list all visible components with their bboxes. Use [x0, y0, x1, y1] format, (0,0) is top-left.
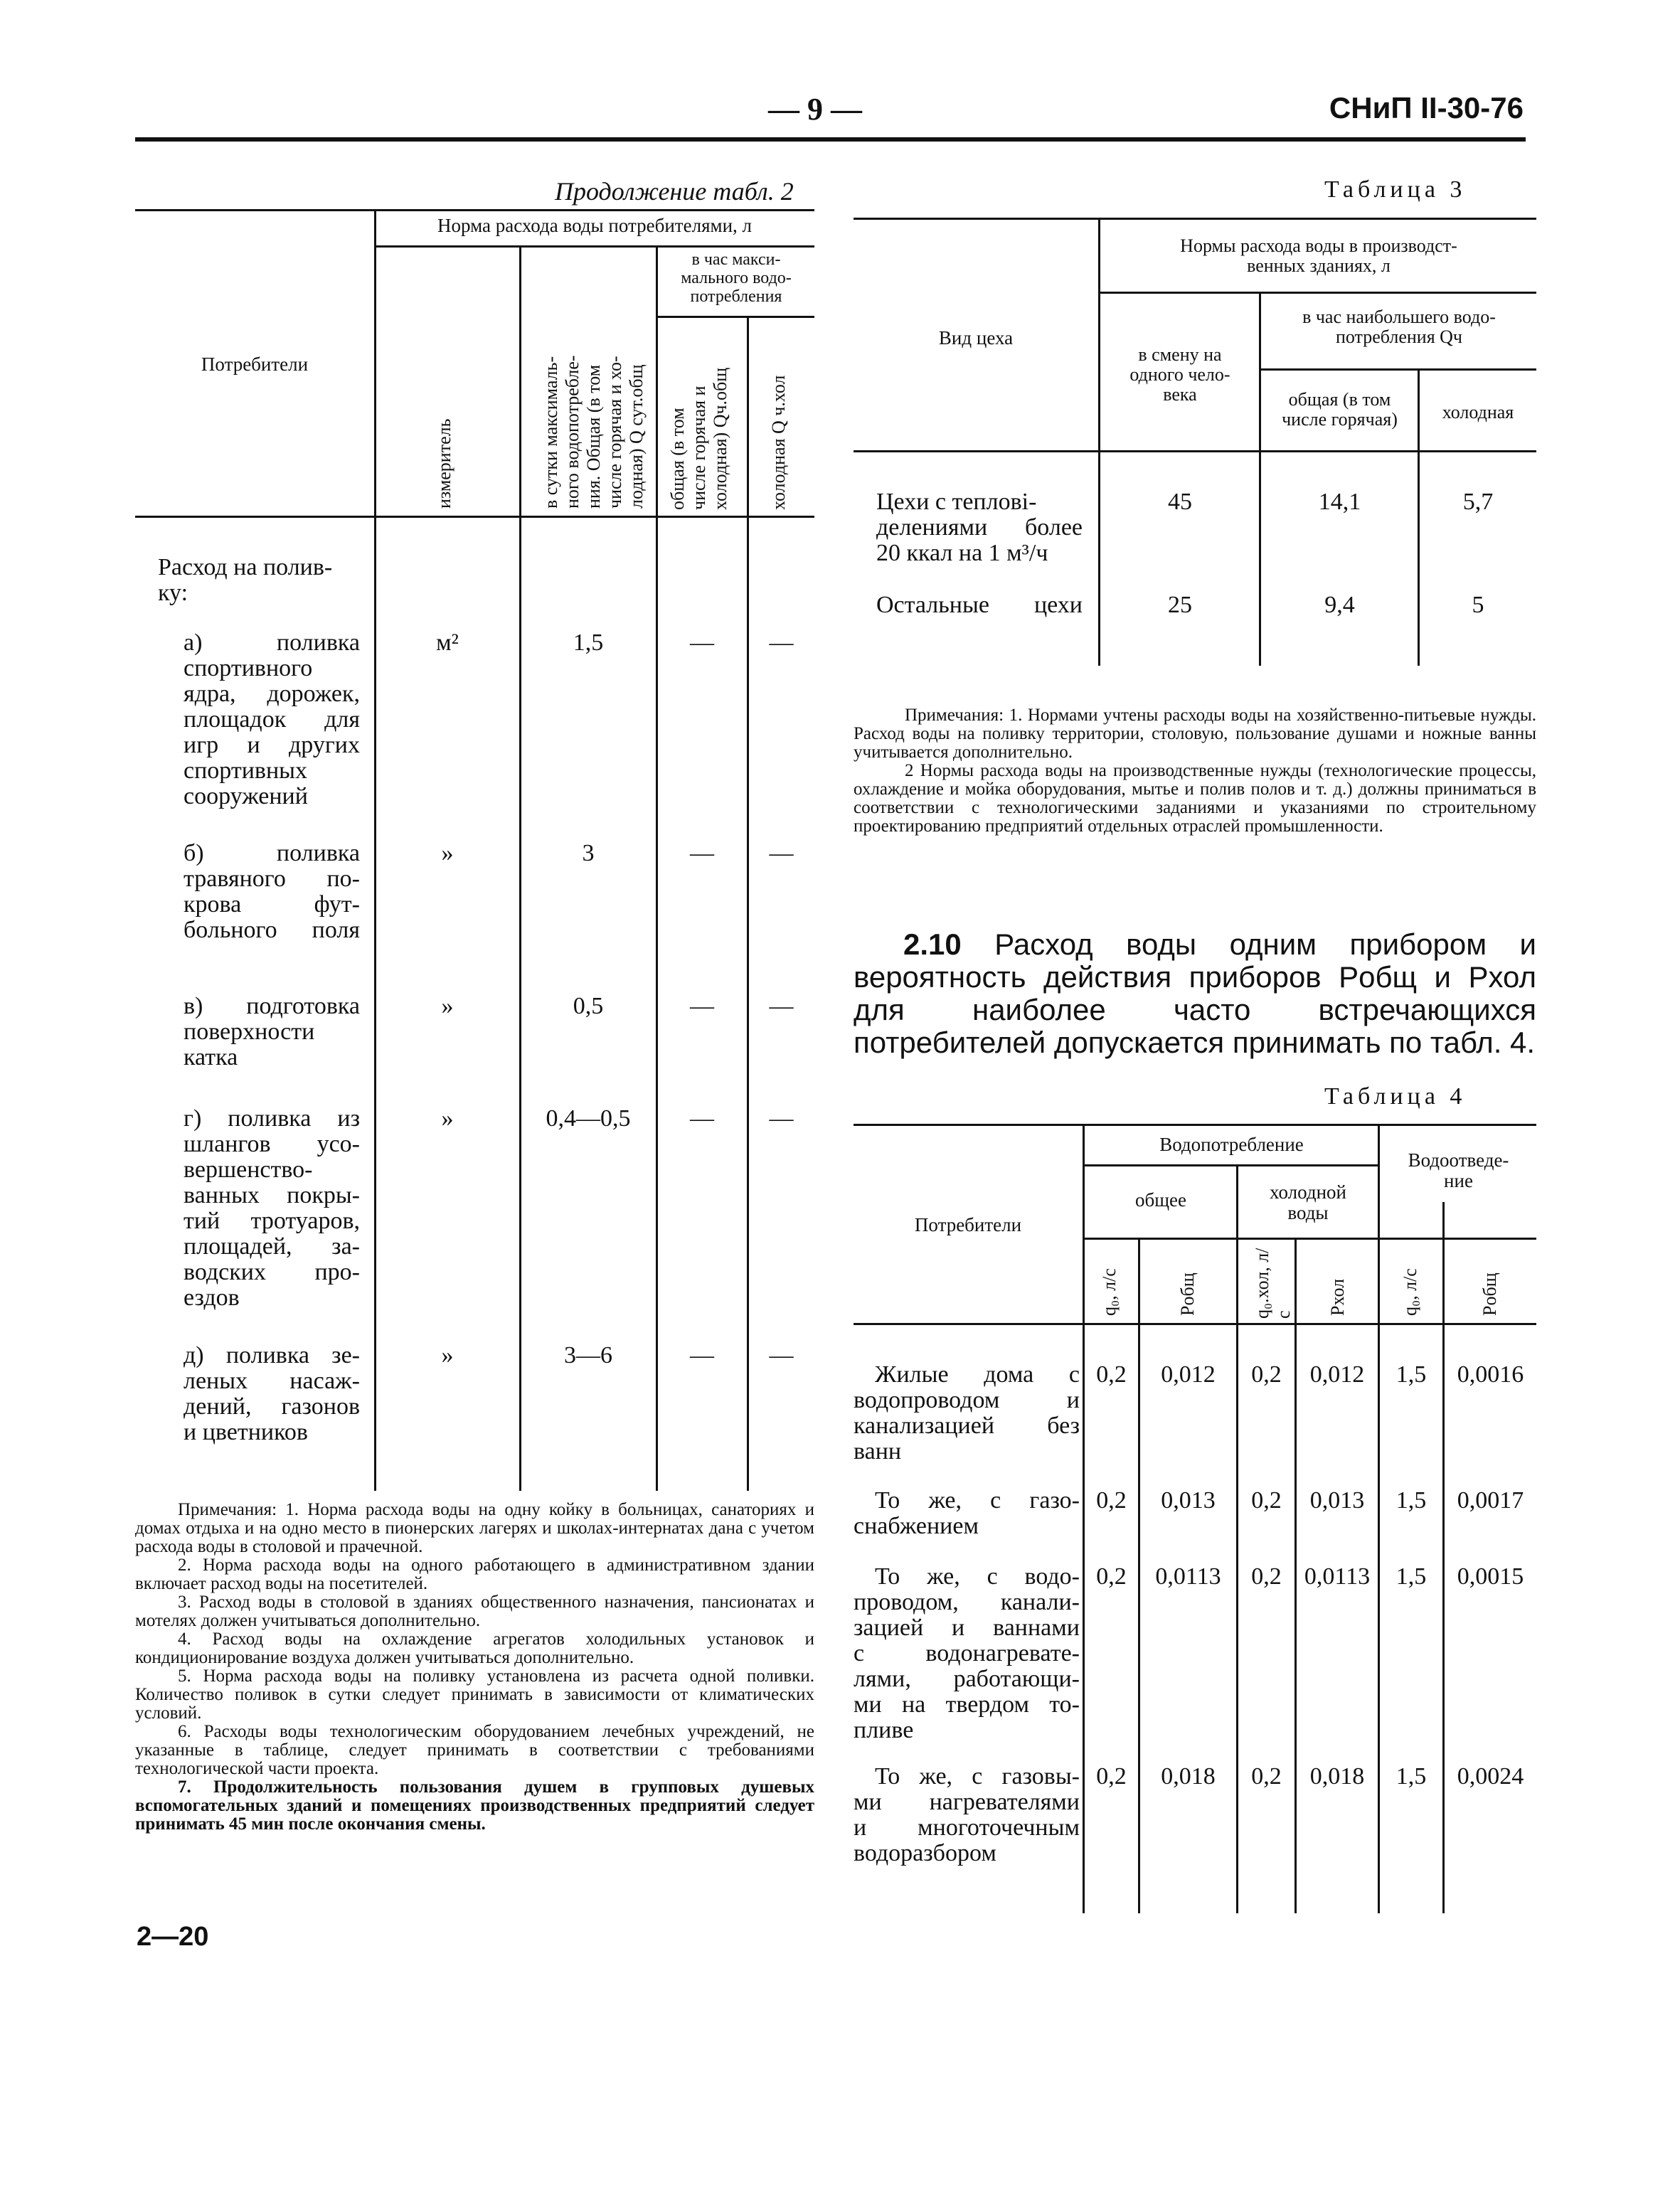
table2-row-a-day: 1,5	[573, 629, 604, 656]
table4-row-2-name: То же, с газо- снабжением	[854, 1487, 1080, 1539]
table4-row-1-name: Жилые дома с водопроводом и канализацией без ванн	[854, 1361, 1080, 1464]
clause-text: Расход воды одним прибором и вероятность действия приборов Pобщ и Pхол для наиболее часто встречающихся потребителей допускается принимать по табл. 4.	[854, 927, 1536, 1059]
table4-row-3-q0-drain: 1,5	[1395, 1563, 1427, 1590]
table4-row-3-p-total: 0,0113	[1155, 1563, 1221, 1590]
table4-row-1-p-cold: 0,012	[1309, 1361, 1365, 1388]
table4-row-2-p-total: 0,013	[1161, 1487, 1216, 1514]
table2-row-b-hour-cold: —	[769, 840, 794, 866]
table3-col-group: Нормы расхода воды в производст- венных зданиях, л	[1180, 235, 1457, 276]
table2-row-c-name: в) подготовка поверхности катка	[184, 993, 360, 1070]
clause-2-10	[854, 928, 1536, 1059]
table3-note-2: 2 Нормы расхода воды на производственные нужды (технологические процессы, охлаждение и мойка оборудования, мытье и полив полов и т. д.) должны приниматься в соответствии с технологическими заданиями и указаниями по строительному проектированию предприятий отдельных отраслей промышленности.	[854, 761, 1536, 836]
table3-row-2-total: 9,4	[1324, 592, 1355, 618]
table3-col-hour-group: в час наибольшего водо- потребления Qч	[1302, 307, 1496, 347]
table2-row-d-unit: »	[441, 1105, 454, 1132]
table4-row-2-p-cold: 0,013	[1309, 1487, 1365, 1514]
table4-caption: Таблица 4	[1324, 1083, 1467, 1110]
clause-number: 2.10	[903, 927, 962, 961]
table2-col-meter: измеритель	[434, 418, 454, 509]
table4-row-3-q0: 0,2	[1096, 1563, 1127, 1590]
table3-row-1-shift: 45	[1168, 489, 1192, 515]
table3-col-total: общая (в том числе горячая)	[1282, 389, 1398, 430]
table2-col-hour-cold: холодная Q ч.хол	[768, 375, 789, 510]
table3-notes	[854, 706, 1536, 836]
table2-row-b-unit: »	[441, 840, 454, 866]
table2-row-d-hour-total: —	[690, 1105, 714, 1132]
table2-col-group: Норма расхода воды потребителями, л	[437, 215, 752, 236]
table2-note-4: 4. Расход воды на охлаждение агрегатов холодильных установок и кондиционирование воздуха должен учитываться дополнительно.	[135, 1630, 814, 1667]
table4-row-4-p-total: 0,018	[1161, 1763, 1216, 1790]
table2-row-e-name: д) поливка зе- леных насаж- дений, газонов и цветников	[184, 1342, 360, 1445]
table4-row-2-q0-cold: 0,2	[1251, 1487, 1282, 1514]
table4-sub-q0-cold: q₀.хол, л/с	[1252, 1248, 1294, 1319]
table4-row-4-name: То же, с газовы- ми нагревателями и многоточечным водоразбором	[854, 1763, 1080, 1866]
table4-row-1-q0: 0,2	[1096, 1361, 1127, 1388]
table4-row-3-q0-cold: 0,2	[1251, 1563, 1282, 1590]
table4-row-1-p-total: 0,012	[1161, 1361, 1216, 1388]
table2-notes	[135, 1501, 814, 1834]
table4-row-1-p-drain: 0,0016	[1457, 1361, 1524, 1388]
table4-sub-p-drain: Pобщ	[1479, 1272, 1500, 1316]
table4-sub-q0-drain: q₀, л/с	[1400, 1268, 1420, 1316]
table2-section-label: Расход на полив- ку:	[158, 554, 333, 606]
table2-row-c-hour-cold: —	[769, 993, 794, 1019]
table4-row-4-p-drain: 0,0024	[1457, 1763, 1524, 1790]
table4-row-3-p-cold: 0,0113	[1304, 1563, 1371, 1590]
table4-col-drain: Водоотведе- ние	[1408, 1149, 1509, 1191]
table3-row-2-shift: 25	[1168, 592, 1192, 618]
table2-caption: Продолжение табл. 2	[555, 177, 794, 206]
table3-col-shop: Вид цеха	[938, 327, 1014, 349]
table2-col-day: в сутки максималь- ного водопотребле- ния. Общая (в том числе горячая и хо- лодная) Q сут.общ	[541, 355, 647, 509]
table4-row-3-p-drain: 0,0015	[1457, 1563, 1524, 1590]
header-rule	[135, 137, 1526, 142]
table2-row-e-hour-cold: —	[769, 1342, 794, 1368]
table4-row-4-q0-drain: 1,5	[1395, 1763, 1427, 1790]
table4-row-1-q0-drain: 1,5	[1395, 1361, 1427, 1388]
table3-note-1: Примечания: 1. Нормами учтены расходы воды на хозяйственно-питьевые нужды. Расход воды на поливку территории, столовую, пользование душами и ножные ванны учитывается дополнительно.	[854, 706, 1536, 762]
table2-note-2: 2. Норма расхода воды на одного работающего в административном здании включает расход воды на посетителей.	[135, 1556, 814, 1593]
table4-row-4-q0-cold: 0,2	[1251, 1763, 1282, 1790]
table2-row-e-hour-total: —	[690, 1342, 714, 1368]
table2-row-a-hour-total: —	[690, 629, 714, 656]
table4-sub-q0: q₀, л/с	[1099, 1268, 1120, 1316]
table3-row-2-name: Остальные цехи	[876, 592, 1083, 618]
table4-row-2-p-drain: 0,0017	[1457, 1487, 1524, 1514]
table2-note-3: 3. Расход воды в столовой в зданиях общественного назначения, пансионатах и мотелях должен учитываться дополнительно.	[135, 1593, 814, 1630]
table3-col-shift: в смену на одного чело- века	[1129, 344, 1230, 405]
table2-row-e-unit: »	[441, 1342, 454, 1368]
table3-row-1-total: 14,1	[1318, 489, 1361, 515]
table4-row-2-q0-drain: 1,5	[1395, 1487, 1427, 1514]
table2-row-b-day: 3	[582, 840, 595, 866]
table2-row-a-hour-cold: —	[769, 629, 794, 656]
table2-row-d-name: г) поливка из шлангов усо- вершенство- ванных покры- тий тротуаров, площадей, за- водских про- ездов	[184, 1105, 360, 1311]
table2-row-d-hour-cold: —	[769, 1105, 794, 1132]
table2-row-a-unit: м²	[436, 629, 459, 656]
table2-row-c-day: 0,5	[573, 993, 604, 1019]
page-number: — 9 —	[768, 92, 862, 127]
table3-row-1-cold: 5,7	[1462, 489, 1494, 515]
table3-row-2-cold: 5	[1472, 592, 1484, 618]
table2-row-c-unit: »	[441, 993, 454, 1019]
table2-note-5: 5. Норма расхода воды на поливку установлена из расчета одной поливки. Количество поливок в сутки следует принимать в зависимости от климатических условий.	[135, 1666, 814, 1723]
document-code: СНиП II-30-76	[1329, 91, 1524, 124]
table2-row-b-hour-total: —	[690, 840, 714, 866]
table3-col-cold: холодная	[1442, 402, 1514, 422]
table2-note-6: 6. Расходы воды технологическим оборудованием лечебных учреждений, не указанные в таблице, следует принимать в соответствии с требованиями технологической части проекта.	[135, 1722, 814, 1778]
table4-sub-p-cold: Pхол	[1327, 1278, 1348, 1316]
table3-caption: Таблица 3	[1324, 176, 1467, 203]
table4-row-3-name: То же, с водо- проводом, канали- зацией и ваннами с водонагревате- лями, работающи- ми на твердом то- пливе	[854, 1563, 1080, 1743]
table2-note-1: Примечания: 1. Норма расхода воды на одну койку в больницах, санаториях и домах отдыха и на одно место в пионерских лагерях и школах-интернатах дана с учетом расхода воды в столовой и прачечной.	[135, 1500, 814, 1556]
table2-row-c-hour-total: —	[690, 993, 714, 1019]
table4-col-supply: Водопотребление	[1159, 1134, 1304, 1155]
table2-row-a-name: а) поливка спортивного ядра, дорожек, площадок для игр и других спортивных сооружений	[184, 629, 360, 809]
table4-row-4-q0: 0,2	[1096, 1763, 1127, 1790]
table2-col-hour-total: общая (в том числе горячая и холодная) Qч.общ	[667, 367, 730, 510]
table2-note-7: 7. Продолжительность пользования душем в групповых душевых вспомогательных зданий и помещениях производственных предприятий следует принимать 45 мин после окончания смены.	[135, 1777, 814, 1834]
table4-col-cold: холодной воды	[1270, 1181, 1346, 1223]
table4-col-general: общее	[1135, 1189, 1186, 1211]
table4-row-4-p-cold: 0,018	[1309, 1763, 1365, 1790]
table3-row-1-name: Цехи с теплові- делениями более 20 ккал на 1 м³/ч	[876, 489, 1083, 566]
table4-row-2-q0: 0,2	[1096, 1487, 1127, 1514]
table2-row-e-day: 3—6	[564, 1342, 612, 1368]
table2-col-consumers: Потребители	[201, 353, 309, 375]
signature-mark: 2—20	[137, 1922, 209, 1952]
table2-col-hour-group: в час макси- мального водо- потребления	[681, 250, 792, 306]
table4-sub-p-total: Pобщ	[1177, 1272, 1198, 1316]
table2-row-b-name: б) поливка травяного по- крова фут- больного поля	[184, 840, 360, 943]
table4-row-1-q0-cold: 0,2	[1251, 1361, 1282, 1388]
table2-row-d-day: 0,4—0,5	[546, 1105, 631, 1132]
table4-col-consumers: Потребители	[914, 1214, 1022, 1235]
